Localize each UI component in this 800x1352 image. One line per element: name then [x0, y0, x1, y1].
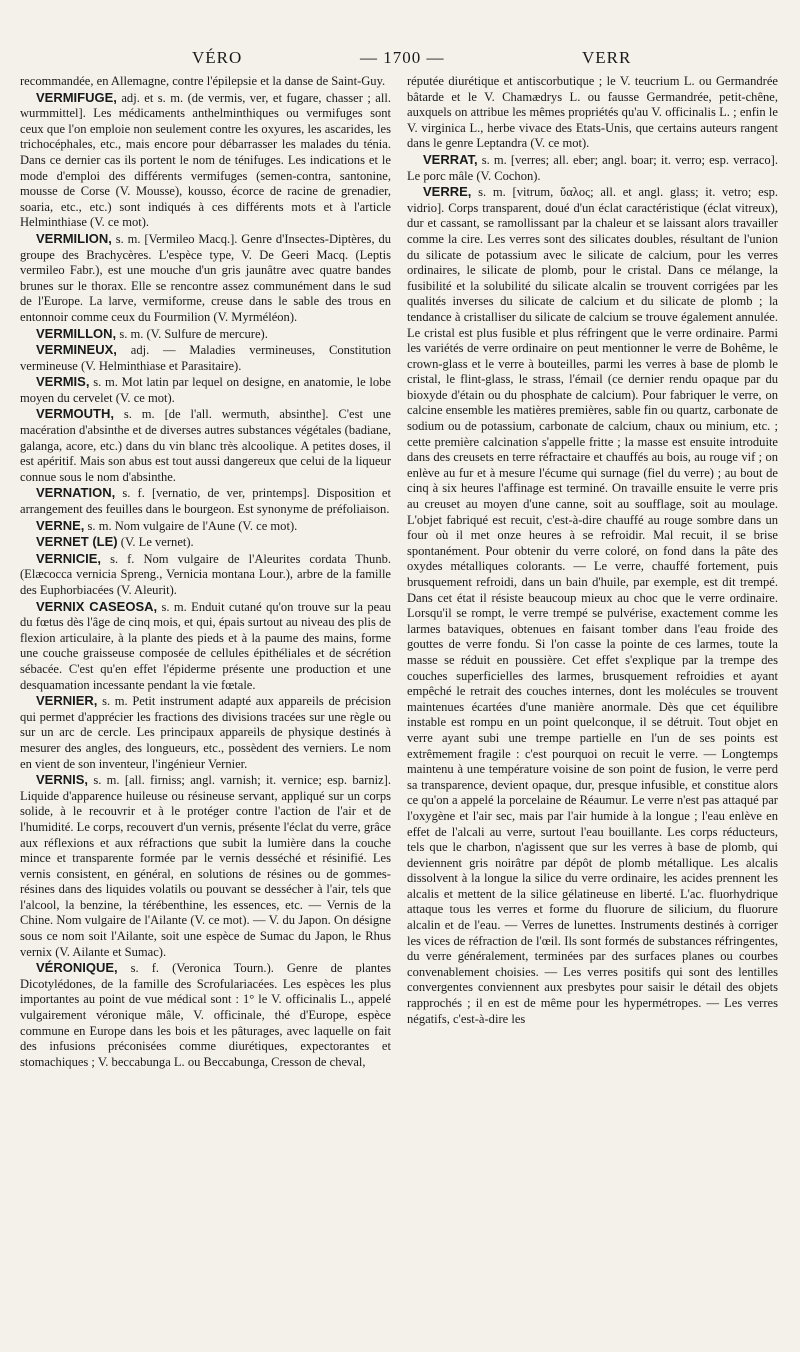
entry-text: s. m. [all. firniss; angl. varnish; it. vernice; esp. barniz]. Liquide d'apparence huileuse ou résineuse servant, appliqué sur un corps solide, à le recouvrir et à le protéger contre l'action de l'air et de l'humidité. Le corps, recouvert d'un vernis, présente l'éclat du verre, grâce aux réflexions et aux réfractions que subit la lumière dans la couche mince et transparente formée par le vernis desséché et résinifié. Les vernis consistent, en général, en solutions de résines ou de gommes-résines dans des liquides volatils ou pouvant se dessécher à l'air, tels que l'alcool, la benzine, la térébenthine, les essences, etc. — Vernis de la Chine. Nom vulgaire de l'Ailante (V. ce mot). — V. du Japon. On désigne sous ce nom soit l'Ailante, soit une espèce de Sumac du Japon, le Rhus vernix (V. Ailante et Sumac). — [20, 773, 391, 959]
entry-headword: VERMINEUX, — [36, 342, 117, 358]
entry-headword: VERNET (LE) — [36, 534, 118, 550]
entry-headword: VERNIS, — [36, 772, 89, 788]
entry-headword: VERNICIE, — [36, 550, 102, 566]
right-column — [407, 74, 778, 1334]
entry-text: s. m. Enduit cutané qu'on trouve sur la peau du fœtus dès l'âge de cinq mois, et qui, épais surtout au niveau des plis de flexion articulaire, à la plante des pieds et à la paume des mains, forme une couche graisseuse composée de cellules épithéliales et de sécrétion sébacée. C'est qu'en effet l'épiderme présente une production et une desquamation incessante pendant la vie fœtale. — [20, 599, 391, 692]
dictionary-entry — [20, 485, 391, 517]
running-head-left: VÉRO — [192, 48, 243, 67]
dictionary-entry — [20, 342, 391, 374]
entry-text: s. f. Nom vulgaire de l'Aleurites cordata Thunb. (Elæcocca vernicia Spreng., Vernicia montana Lour.), arbre de la famille des Euphorbiacées (V. Aleurit). — [20, 551, 391, 597]
left-column — [20, 74, 391, 1334]
entry-headword: VERMIFUGE, — [36, 89, 117, 105]
entry-text: s. m. Petit instrument adapté aux appareils de précision qui permet d'apprécier les fractions des divisions tracées sur une règle ou sur un arc de cercle. Les principaux appareils de physique destinés à mesurer des angles, des longueurs, etc., possèdent des verniers. Le nom en vient de son inventeur, l'ingénieur Vernier. — [20, 694, 391, 771]
text-columns — [20, 74, 778, 1334]
entry-headword: VERNIX CASEOSA, — [36, 598, 158, 614]
entry-headword: VERNE, — [36, 517, 85, 533]
dictionary-entry — [20, 90, 391, 231]
dictionary-entry — [20, 374, 391, 406]
entry-continuation — [407, 74, 778, 152]
entry-text: s. f. (Veronica Tourn.). Genre de plantes Dicotylédones, de la famille des Scrofulariacées. Les espèces les plus importantes au point de vue médical sont : 1° le V. officinalis L., appelé vulgairement véronique mâle, V. officinale, thé d'Europe, espèce commune en Europe dans les bois et les pâturages, avec laquelle on fait des infusions préconisées comme diurétiques, expectorantes et stomachiques ; V. beccabunga L. ou Beccabunga, Cresson de cheval, — [20, 961, 391, 1069]
entry-headword: VERMILION, — [36, 230, 112, 246]
dictionary-entry — [20, 772, 391, 960]
entry-headword: VERRAT, — [423, 151, 478, 167]
entry-text: s. m. Nom vulgaire de l'Aune (V. ce mot). — [87, 518, 298, 533]
dictionary-entry — [20, 960, 391, 1070]
entry-text: s. m. [de l'all. wermuth, absinthe]. C'est une macération d'absinthe et de diverses autres substances végétales (badiane, galanga, acore, etc.) dans du vin blanc très alcoolique. A petites doses, il est apéritif. Mais son abus est tout aussi dangereux que celui de la liqueur connue sous le nom d'absinthe. — [20, 407, 391, 484]
dictionary-entry — [20, 534, 391, 551]
page-number: — 1700 — — [360, 48, 445, 67]
running-head-right: VERR — [582, 48, 632, 67]
entry-text: s. m. (V. Sulfure de mercure). — [119, 326, 268, 341]
entry-headword: VERNATION, — [36, 485, 116, 501]
dictionary-entry — [20, 231, 391, 326]
dictionary-entry — [20, 693, 391, 772]
entry-text: s. m. [vitrum, ὕαλος; all. et angl. glass; it. vetro; esp. vidrio]. Corps transparent, doué d'un éclat caractéristique (éclat vitreux), dur et cassant, se ramollissant par la chaleur et se laissant alors travailler comme la cire. Les verres sont des silicates doubles, résultant de l'union du silicate de potassium avec le silicate de calcium, pour les verres ordinaires, le silicate de plomb, pour le cristal. Dans ce mélange, la fusibilité et la solubilité du silicate alcalin se trouvent corrigées par les qualités inverses du silicate de calcium et du silicate de plomb ; la tendance à cristalliser du silicate de calcium se trouve également annulée. Le cristal est plus fusible et plus réfringent que le verre ordinaire. Parmi les variétés de verre ordinaire on peut mentionner le verre de Bohême, le crown-glass et le verre à bouteilles, parmi les verres à base de plomb le cristal, le flint-glass, le strass, l'émail (ce dernier rendu opaque par du bioxyde d'étain ou du phosphate de calcium). Pour fabriquer le verre, on calcine ensemble les matières premières, sable fin ou quartz, carbonate de sodium ou de potassium, carbonate de calcium, chaux ou minium, etc. ; cette première calcination s'appelle fritte ; la masse est ensuite introduite dans des creusets en terre réfractaire et chauffés au bois, au rouge vif ; on enlève au fur et à mesure l'écume qui surnage (fiel du verre) ; au bout de cinq à six heures l'affinage est terminé. On travaille ensuite le verre pris au creuset au moyen d'une canne, soit au soufflage, soit au moulage. L'objet fabriqué est recuit, c'est-à-dire chauffé au rouge sombre dans un four où il met onze heures à se refroidir. Mal recuit, il se brise spontanément. Pour obtenir du verre coloré, on fond dans la pâte des oxydes métalliques colorants. — Le verre, chauffé fortement, puis brusquement refroidi, dans un bain d'huile, par exemple, est dit trempé. Dans cet état il résiste beaucoup mieux au choc que le verre ordinaire. Lorsqu'il se rompt, le verre trempé se pulvérise, exactement comme les larmes bataviques, obtenues en faisant tomber dans l'eau froide des gouttes de verre fondu. Si l'on casse la pointe de ces larmes, toute la masse se réduit en poussière. Cet effet s'explique par la trempe des couches superficielles des larmes, brusquement refroidies et ayant empêché le retrait des couches internes, dont les molécules se trouvent maintenues écartées d'une manière anormale. Dès que cet équilibre instable est rompu en un point quelconque, il se détruit. Tout objet en verre ayant subi une trempe partielle en l'un de ses points est extrêmement fragile : c'est pourquoi on recuit le verre. — Longtemps maintenu à une température voisine de son point de fusion, le verre perd sa transparence, devient opaque, dur, presque infusible, et constitue alors ce qu'on a appelé la porcelaine de Réaumur. Le verre n'est pas attaqué par l'oxygène et l'air sec, mais par l'air humide à la longue ; l'eau enlève en effet de l'alcali au verre, surtout l'eau bouillante. Les corps réducteurs, tels que le charbon, n'agissent que sur les verres à base de plomb, qui deviennent gris noirâtre par dépôt de plomb métallique. Les alcalis dissolvent à la longue la silice du verre ordinaire, les acides prennent les alcalis et mettent de la silice gélatineuse en liberté. L'ac. fluorhydrique attaque tous les verres et forme du fluorure de silicium, du fluorure alcalin et de l'eau. — Verres de lunettes. Instruments destinés à corriger les vices de réfraction de l'œil. Ils sont formés de substances réfringentes, du verre généralement, terminées par des surfaces planes ou courbes convenablement choisies. — Les verres positifs qui sont des lentilles convergentes conviennent aux presbytes pour saisir le détail des objets rapprochés ; il en est de même pour les hypermétropes. — Les verres négatifs, c'est-à-dire les — [407, 185, 778, 1026]
entry-continuation — [20, 74, 391, 90]
entry-headword: VERRE, — [423, 184, 472, 200]
dictionary-entry — [20, 599, 391, 694]
entry-text: adj. — Maladies vermineuses, Constitution vermineuse (V. Helminthiase et Parasitaire). — [20, 343, 391, 373]
entry-text: recommandée, en Allemagne, contre l'épilepsie et la danse de Saint-Guy. — [20, 74, 386, 88]
dictionary-entry — [20, 551, 391, 599]
dictionary-entry — [20, 406, 391, 485]
entry-headword: VERMILLON, — [36, 325, 117, 341]
entry-headword: VERMOUTH, — [36, 406, 114, 422]
entry-headword: VÉRONIQUE, — [36, 960, 118, 976]
entry-text: s. m. [verres; all. eber; angl. boar; it. verro; esp. verraco]. Le porc mâle (V. Cochon). — [407, 152, 778, 183]
entry-text: s. m. Mot latin par lequel on designe, en anatomie, le lobe moyen du cervelet (V. ce mot). — [20, 375, 391, 405]
dictionary-entry — [20, 326, 391, 343]
dictionary-entry — [407, 184, 778, 1027]
entry-text: s. m. [Vermileo Macq.]. Genre d'Insectes-Diptères, du groupe des Brachycères. L'espèce type, V. De Geeri Macq. (Leptis vermileo Fabr.), est une mouche d'un gris jaunâtre avec quatre bandes brunes sur le thorax. Elle se rencontre assez communément dans le sud de l'Europe. La larve, vermiforme, creuse dans le sable des trous en entonnoir comme ceux du Fourmilion (V. Myrméléon). — [20, 231, 391, 324]
entry-text: (V. Le vernet). — [120, 535, 194, 550]
entry-headword: VERMIS, — [36, 374, 90, 390]
entry-headword: VERNIER, — [36, 693, 98, 709]
page-header — [20, 44, 778, 74]
entry-text: réputée diurétique et antiscorbutique ; le V. teucrium L. ou Germandrée bâtarde et le V. Chamædrys L. ou fausse Germandrée, petit-chêne, auxquels on attribue les mêmes propriétés qu'au V. officinalis L. ; enfin le V. virginica L., herbe vivace des Etats-Unis, que certains auteurs rangent dans le genre Leptandra (V. ce mot). — [407, 74, 778, 151]
entry-text: adj. et s. m. (de vermis, ver, et fugare, chasser ; all. wurmmittel]. Les médicaments anthelminthiques ou vermifuges sont ceux que l'on emploie non seulement contre les oxyures, les ascarides, les trichocéphales, etc., mais encore pour débarrasser les malades du ténia. Dans ce dernier cas ils portent le nom de ténifuges. Les indications et le mode d'emploi des différents vermifuges (semen-contra, santonine, mousse de Corse (V. Mousse), kousso, écorce de racine de grenadier, soaria, etc., etc.) sont indiqués à ces différents mots et à l'article Helminthiase (V. ce mot). — [20, 90, 391, 230]
dictionary-entry — [20, 518, 391, 535]
entry-text: s. f. [vernatio, de ver, printemps]. Disposition et arrangement des feuilles dans le bourgeon. Est synonyme de préfoliaison. — [20, 486, 391, 517]
dictionary-entry — [407, 152, 778, 184]
